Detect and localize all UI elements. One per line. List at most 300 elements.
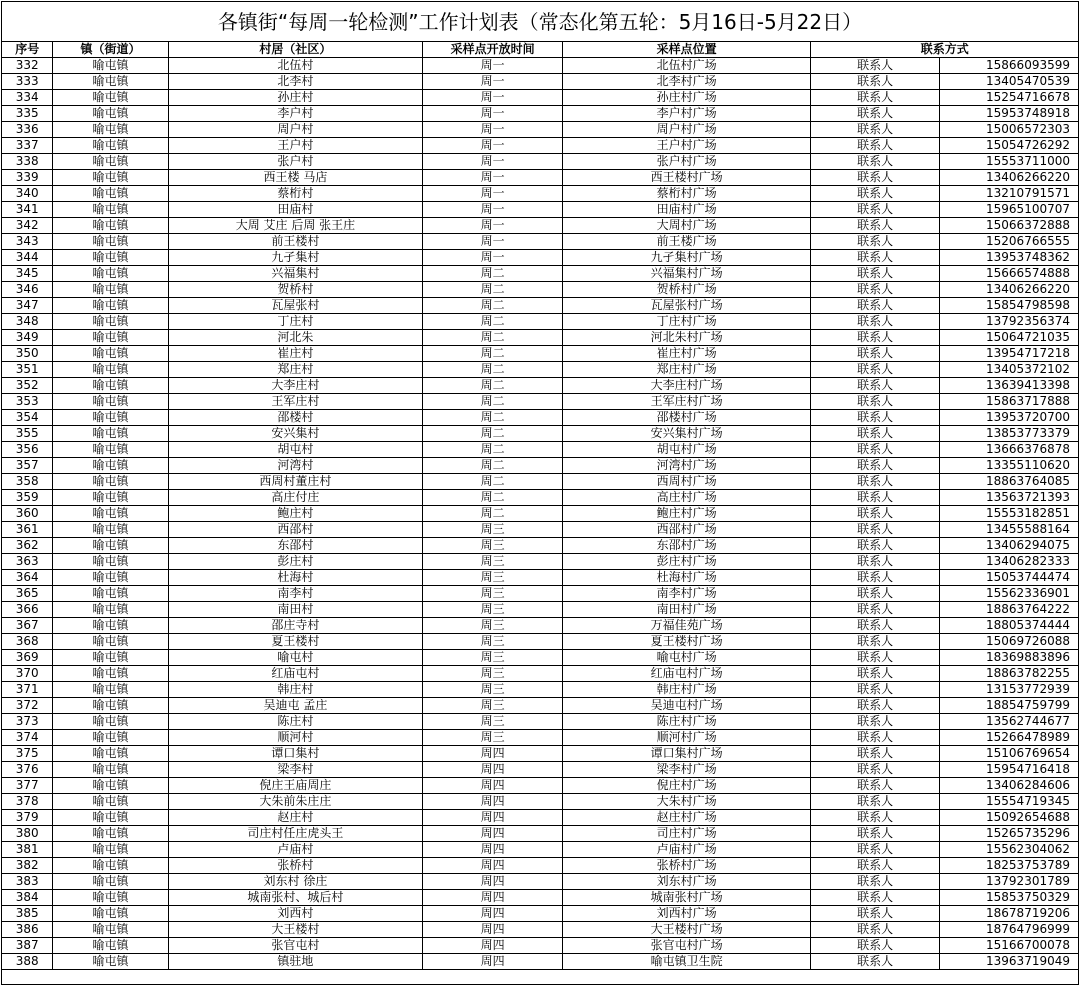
cell-town: 喻屯镇 (53, 458, 168, 474)
cell-contact-label: 联系人 (811, 602, 939, 618)
cell-village: 高庄付庄 (168, 490, 423, 506)
cell-phone: 13792356374 (939, 314, 1078, 330)
cell-site: 周户村广场 (562, 122, 811, 138)
cell-contact-label: 联系人 (811, 170, 939, 186)
cell-time: 周二 (423, 394, 563, 410)
cell-contact-label: 联系人 (811, 778, 939, 794)
cell-time: 周二 (423, 506, 563, 522)
table-row (2, 458, 1078, 474)
cell-village: 红庙屯村 (168, 666, 423, 682)
cell-site: 倪庄村广场 (562, 778, 811, 794)
cell-contact-label: 联系人 (811, 746, 939, 762)
cell-town: 喻屯镇 (53, 330, 168, 346)
cell-seq: 387 (2, 938, 53, 954)
cell-phone: 15069726088 (939, 634, 1078, 650)
cell-site: 红庙屯村广场 (562, 666, 811, 682)
cell-town: 喻屯镇 (53, 394, 168, 410)
cell-seq: 344 (2, 250, 53, 266)
cell-seq: 338 (2, 154, 53, 170)
cell-seq: 352 (2, 378, 53, 394)
cell-village: 瓦屋张村 (168, 298, 423, 314)
cell-village: 东邵村 (168, 538, 423, 554)
cell-time: 周三 (423, 714, 563, 730)
cell-contact-label: 联系人 (811, 794, 939, 810)
cell-phone: 13792301789 (939, 874, 1078, 890)
cell-site: 谭口集村广场 (562, 746, 811, 762)
cell-phone: 15953748918 (939, 106, 1078, 122)
cell-village: 西周村董庄村 (168, 474, 423, 490)
cell-contact-label: 联系人 (811, 506, 939, 522)
cell-contact-label: 联系人 (811, 650, 939, 666)
cell-site: 赵庄村广场 (562, 810, 811, 826)
cell-site: 大朱村广场 (562, 794, 811, 810)
cell-town: 喻屯镇 (53, 618, 168, 634)
cell-site: 李户村广场 (562, 106, 811, 122)
cell-seq: 350 (2, 346, 53, 362)
cell-time: 周一 (423, 234, 563, 250)
cell-contact-label: 联系人 (811, 298, 939, 314)
cell-town: 喻屯镇 (53, 570, 168, 586)
table-row (2, 570, 1078, 586)
table-row (2, 650, 1078, 666)
cell-site: 王户村广场 (562, 138, 811, 154)
cell-time: 周四 (423, 906, 563, 922)
cell-town: 喻屯镇 (53, 362, 168, 378)
cell-village: 南田村 (168, 602, 423, 618)
cell-seq: 354 (2, 410, 53, 426)
cell-village: 胡屯村 (168, 442, 423, 458)
cell-seq: 385 (2, 906, 53, 922)
cell-contact-label: 联系人 (811, 394, 939, 410)
cell-town: 喻屯镇 (53, 202, 168, 218)
table-row (2, 90, 1078, 106)
cell-phone: 13406266220 (939, 170, 1078, 186)
cell-phone: 15006572303 (939, 122, 1078, 138)
cell-site: 夏王楼村广场 (562, 634, 811, 650)
cell-town: 喻屯镇 (53, 698, 168, 714)
cell-time: 周二 (423, 330, 563, 346)
cell-time: 周一 (423, 170, 563, 186)
cell-time: 周二 (423, 282, 563, 298)
cell-town: 喻屯镇 (53, 138, 168, 154)
cell-town: 喻屯镇 (53, 794, 168, 810)
cell-village: 周户村 (168, 122, 423, 138)
cell-seq: 353 (2, 394, 53, 410)
cell-time: 周三 (423, 602, 563, 618)
cell-seq: 372 (2, 698, 53, 714)
cell-site: 张桥村广场 (562, 858, 811, 874)
cell-contact-label: 联系人 (811, 138, 939, 154)
cell-contact-label: 联系人 (811, 490, 939, 506)
cell-site: 王军庄村广场 (562, 394, 811, 410)
cell-phone: 18863782255 (939, 666, 1078, 682)
cell-contact-label: 联系人 (811, 954, 939, 970)
cell-village: 崔庄村 (168, 346, 423, 362)
cell-village: 吴迪屯 孟庄 (168, 698, 423, 714)
cell-time: 周四 (423, 890, 563, 906)
cell-seq: 375 (2, 746, 53, 762)
cell-site: 大王楼村广场 (562, 922, 811, 938)
cell-village: 城南张村、城后村 (168, 890, 423, 906)
cell-seq: 363 (2, 554, 53, 570)
cell-seq: 373 (2, 714, 53, 730)
cell-village: 韩庄村 (168, 682, 423, 698)
cell-village: 梁李村 (168, 762, 423, 778)
cell-time: 周一 (423, 106, 563, 122)
table-row (2, 218, 1078, 234)
cell-town: 喻屯镇 (53, 586, 168, 602)
cell-site: 前王楼广场 (562, 234, 811, 250)
cell-town: 喻屯镇 (53, 810, 168, 826)
cell-seq: 349 (2, 330, 53, 346)
cell-contact-label: 联系人 (811, 586, 939, 602)
cell-phone: 15066372888 (939, 218, 1078, 234)
cell-time: 周一 (423, 154, 563, 170)
cell-seq: 366 (2, 602, 53, 618)
table-row (2, 410, 1078, 426)
cell-town: 喻屯镇 (53, 410, 168, 426)
cell-village: 顺河村 (168, 730, 423, 746)
cell-phone: 15106769654 (939, 746, 1078, 762)
cell-time: 周二 (423, 266, 563, 282)
cell-time: 周三 (423, 586, 563, 602)
cell-village: 前王楼村 (168, 234, 423, 250)
cell-time: 周二 (423, 362, 563, 378)
cell-time: 周三 (423, 634, 563, 650)
cell-town: 喻屯镇 (53, 522, 168, 538)
table-row (2, 906, 1078, 922)
table-row (2, 250, 1078, 266)
cell-seq: 333 (2, 74, 53, 90)
cell-town: 喻屯镇 (53, 298, 168, 314)
cell-site: 刘西村广场 (562, 906, 811, 922)
cell-town: 喻屯镇 (53, 762, 168, 778)
cell-village: 陈庄村 (168, 714, 423, 730)
cell-contact-label: 联系人 (811, 634, 939, 650)
table-row (2, 122, 1078, 138)
table-row (2, 666, 1078, 682)
cell-time: 周一 (423, 138, 563, 154)
cell-site: 孙庄村广场 (562, 90, 811, 106)
cell-time: 周一 (423, 122, 563, 138)
cell-time: 周四 (423, 842, 563, 858)
cell-seq: 340 (2, 186, 53, 202)
cell-town: 喻屯镇 (53, 218, 168, 234)
cell-contact-label: 联系人 (811, 666, 939, 682)
cell-village: 张桥村 (168, 858, 423, 874)
cell-contact-label: 联系人 (811, 218, 939, 234)
cell-site: 北李村广场 (562, 74, 811, 90)
cell-time: 周三 (423, 618, 563, 634)
cell-phone: 13405470539 (939, 74, 1078, 90)
table-row (2, 490, 1078, 506)
table-row (2, 394, 1078, 410)
cell-seq: 386 (2, 922, 53, 938)
cell-phone: 13563721393 (939, 490, 1078, 506)
cell-village: 刘东村 徐庄 (168, 874, 423, 890)
cell-seq: 341 (2, 202, 53, 218)
table-row (2, 794, 1078, 810)
cell-village: 司庄村任庄虎头王 (168, 826, 423, 842)
cell-site: 彭庄村广场 (562, 554, 811, 570)
table-row (2, 58, 1078, 74)
cell-seq: 351 (2, 362, 53, 378)
cell-seq: 332 (2, 58, 53, 74)
table-row (2, 682, 1078, 698)
cell-village: 倪庄王庙周庄 (168, 778, 423, 794)
cell-seq: 377 (2, 778, 53, 794)
cell-village: 王军庄村 (168, 394, 423, 410)
cell-site: 北伍村广场 (562, 58, 811, 74)
cell-town: 喻屯镇 (53, 58, 168, 74)
table-row (2, 346, 1078, 362)
table-row (2, 778, 1078, 794)
cell-town: 喻屯镇 (53, 346, 168, 362)
cell-seq: 348 (2, 314, 53, 330)
cell-time: 周二 (423, 410, 563, 426)
cell-phone: 13406284606 (939, 778, 1078, 794)
cell-town: 喻屯镇 (53, 122, 168, 138)
table-row (2, 138, 1078, 154)
cell-contact-label: 联系人 (811, 474, 939, 490)
cell-seq: 367 (2, 618, 53, 634)
cell-phone: 18863764222 (939, 602, 1078, 618)
cell-village: 张户村 (168, 154, 423, 170)
cell-town: 喻屯镇 (53, 90, 168, 106)
cell-contact-label: 联系人 (811, 426, 939, 442)
cell-phone: 15092654688 (939, 810, 1078, 826)
cell-contact-label: 联系人 (811, 442, 939, 458)
cell-site: 九孑集村广场 (562, 250, 811, 266)
cell-contact-label: 联系人 (811, 314, 939, 330)
cell-contact-label: 联系人 (811, 570, 939, 586)
cell-seq: 368 (2, 634, 53, 650)
cell-town: 喻屯镇 (53, 666, 168, 682)
cell-village: 李户村 (168, 106, 423, 122)
cell-time: 周三 (423, 570, 563, 586)
cell-site: 西王楼村广场 (562, 170, 811, 186)
table-row (2, 522, 1078, 538)
cell-site: 万福佳苑广场 (562, 618, 811, 634)
table-row (2, 602, 1078, 618)
cell-phone: 15064721035 (939, 330, 1078, 346)
cell-time: 周四 (423, 794, 563, 810)
cell-contact-label: 联系人 (811, 362, 939, 378)
cell-phone: 13455588164 (939, 522, 1078, 538)
cell-seq: 360 (2, 506, 53, 522)
cell-phone: 13406294075 (939, 538, 1078, 554)
cell-village: 王户村 (168, 138, 423, 154)
cell-phone: 15054726292 (939, 138, 1078, 154)
cell-contact-label: 联系人 (811, 74, 939, 90)
cell-time: 周一 (423, 218, 563, 234)
cell-phone: 18369883896 (939, 650, 1078, 666)
cell-village: 邵庄寺村 (168, 618, 423, 634)
cell-phone: 13954717218 (939, 346, 1078, 362)
cell-seq: 376 (2, 762, 53, 778)
cell-seq: 343 (2, 234, 53, 250)
cell-village: 张官屯村 (168, 938, 423, 954)
table-row (2, 234, 1078, 250)
cell-town: 喻屯镇 (53, 314, 168, 330)
cell-seq: 380 (2, 826, 53, 842)
cell-village: 邵楼村 (168, 410, 423, 426)
cell-village: 鲍庄村 (168, 506, 423, 522)
cell-phone: 15562304062 (939, 842, 1078, 858)
cell-contact-label: 联系人 (811, 906, 939, 922)
cell-seq: 364 (2, 570, 53, 586)
cell-contact-label: 联系人 (811, 874, 939, 890)
cell-time: 周三 (423, 538, 563, 554)
cell-time: 周四 (423, 746, 563, 762)
cell-town: 喻屯镇 (53, 874, 168, 890)
cell-village: 大周 艾庄 后周 张王庄 (168, 218, 423, 234)
cell-village: 大王楼村 (168, 922, 423, 938)
cell-time: 周三 (423, 730, 563, 746)
cell-seq: 382 (2, 858, 53, 874)
cell-seq: 356 (2, 442, 53, 458)
cell-seq: 378 (2, 794, 53, 810)
cell-village: 赵庄村 (168, 810, 423, 826)
cell-site: 张户村广场 (562, 154, 811, 170)
cell-village: 田庙村 (168, 202, 423, 218)
cell-contact-label: 联系人 (811, 554, 939, 570)
table-row (2, 858, 1078, 874)
cell-contact-label: 联系人 (811, 714, 939, 730)
cell-contact-label: 联系人 (811, 810, 939, 826)
cell-seq: 339 (2, 170, 53, 186)
cell-time: 周四 (423, 762, 563, 778)
cell-time: 周三 (423, 682, 563, 698)
cell-seq: 346 (2, 282, 53, 298)
cell-site: 张官屯村广场 (562, 938, 811, 954)
cell-town: 喻屯镇 (53, 746, 168, 762)
cell-town: 喻屯镇 (53, 938, 168, 954)
cell-village: 西邵村 (168, 522, 423, 538)
cell-site: 贺桥村广场 (562, 282, 811, 298)
cell-contact-label: 联系人 (811, 890, 939, 906)
cell-seq: 361 (2, 522, 53, 538)
cell-village: 河湾村 (168, 458, 423, 474)
cell-contact-label: 联系人 (811, 154, 939, 170)
table-body (2, 58, 1078, 970)
cell-town: 喻屯镇 (53, 650, 168, 666)
cell-seq: 381 (2, 842, 53, 858)
cell-time: 周二 (423, 490, 563, 506)
table-row (2, 698, 1078, 714)
cell-village: 郑庄村 (168, 362, 423, 378)
cell-seq: 347 (2, 298, 53, 314)
cell-site: 兴福集村广场 (562, 266, 811, 282)
cell-time: 周二 (423, 346, 563, 362)
cell-seq: 358 (2, 474, 53, 490)
header-site: 采样点位置 (562, 42, 811, 58)
cell-time: 周二 (423, 314, 563, 330)
cell-town: 喻屯镇 (53, 730, 168, 746)
table-row (2, 426, 1078, 442)
table-row (2, 842, 1078, 858)
cell-phone: 15562336901 (939, 586, 1078, 602)
cell-site: 刘东村广场 (562, 874, 811, 890)
cell-time: 周四 (423, 954, 563, 970)
cell-phone: 18764796999 (939, 922, 1078, 938)
cell-seq: 388 (2, 954, 53, 970)
cell-seq: 359 (2, 490, 53, 506)
table-row (2, 554, 1078, 570)
cell-seq: 355 (2, 426, 53, 442)
cell-phone: 15166700078 (939, 938, 1078, 954)
cell-phone: 18805374444 (939, 618, 1078, 634)
cell-time: 周二 (423, 298, 563, 314)
table-row (2, 202, 1078, 218)
cell-town: 喻屯镇 (53, 234, 168, 250)
cell-site: 南田村广场 (562, 602, 811, 618)
cell-phone: 15254716678 (939, 90, 1078, 106)
cell-time: 周一 (423, 186, 563, 202)
cell-time: 周三 (423, 666, 563, 682)
cell-village: 卢庙村 (168, 842, 423, 858)
cell-village: 九孑集村 (168, 250, 423, 266)
cell-time: 周一 (423, 58, 563, 74)
table-row (2, 618, 1078, 634)
cell-contact-label: 联系人 (811, 282, 939, 298)
cell-phone: 13355110620 (939, 458, 1078, 474)
cell-site: 卢庙村广场 (562, 842, 811, 858)
cell-contact-label: 联系人 (811, 522, 939, 538)
cell-town: 喻屯镇 (53, 74, 168, 90)
cell-village: 孙庄村 (168, 90, 423, 106)
cell-site: 韩庄村广场 (562, 682, 811, 698)
table-row (2, 890, 1078, 906)
schedule-table (2, 42, 1078, 970)
cell-contact-label: 联系人 (811, 618, 939, 634)
cell-phone: 15265735296 (939, 826, 1078, 842)
cell-town: 喻屯镇 (53, 490, 168, 506)
cell-seq: 357 (2, 458, 53, 474)
cell-town: 喻屯镇 (53, 954, 168, 970)
table-row (2, 154, 1078, 170)
cell-phone: 18678719206 (939, 906, 1078, 922)
header-contact: 联系方式 (811, 42, 1078, 58)
table-row (2, 442, 1078, 458)
cell-contact-label: 联系人 (811, 234, 939, 250)
cell-site: 高庄村广场 (562, 490, 811, 506)
cell-town: 喻屯镇 (53, 842, 168, 858)
cell-phone: 15866093599 (939, 58, 1078, 74)
cell-seq: 379 (2, 810, 53, 826)
cell-town: 喻屯镇 (53, 890, 168, 906)
table-row (2, 746, 1078, 762)
cell-phone: 18253753789 (939, 858, 1078, 874)
cell-time: 周四 (423, 778, 563, 794)
cell-contact-label: 联系人 (811, 250, 939, 266)
cell-village: 南李村 (168, 586, 423, 602)
cell-site: 西邵村广场 (562, 522, 811, 538)
cell-site: 西周村广场 (562, 474, 811, 490)
cell-town: 喻屯镇 (53, 906, 168, 922)
cell-time: 周四 (423, 874, 563, 890)
cell-site: 南李村广场 (562, 586, 811, 602)
table-title: 各镇街“每周一轮检测”工作计划表（常态化第五轮：5月16日-5月22日） (2, 2, 1078, 42)
cell-town: 喻屯镇 (53, 554, 168, 570)
cell-seq: 345 (2, 266, 53, 282)
cell-phone: 18863764085 (939, 474, 1078, 490)
cell-village: 贺桥村 (168, 282, 423, 298)
cell-town: 喻屯镇 (53, 154, 168, 170)
cell-contact-label: 联系人 (811, 938, 939, 954)
cell-phone: 13853773379 (939, 426, 1078, 442)
cell-site: 司庄村广场 (562, 826, 811, 842)
